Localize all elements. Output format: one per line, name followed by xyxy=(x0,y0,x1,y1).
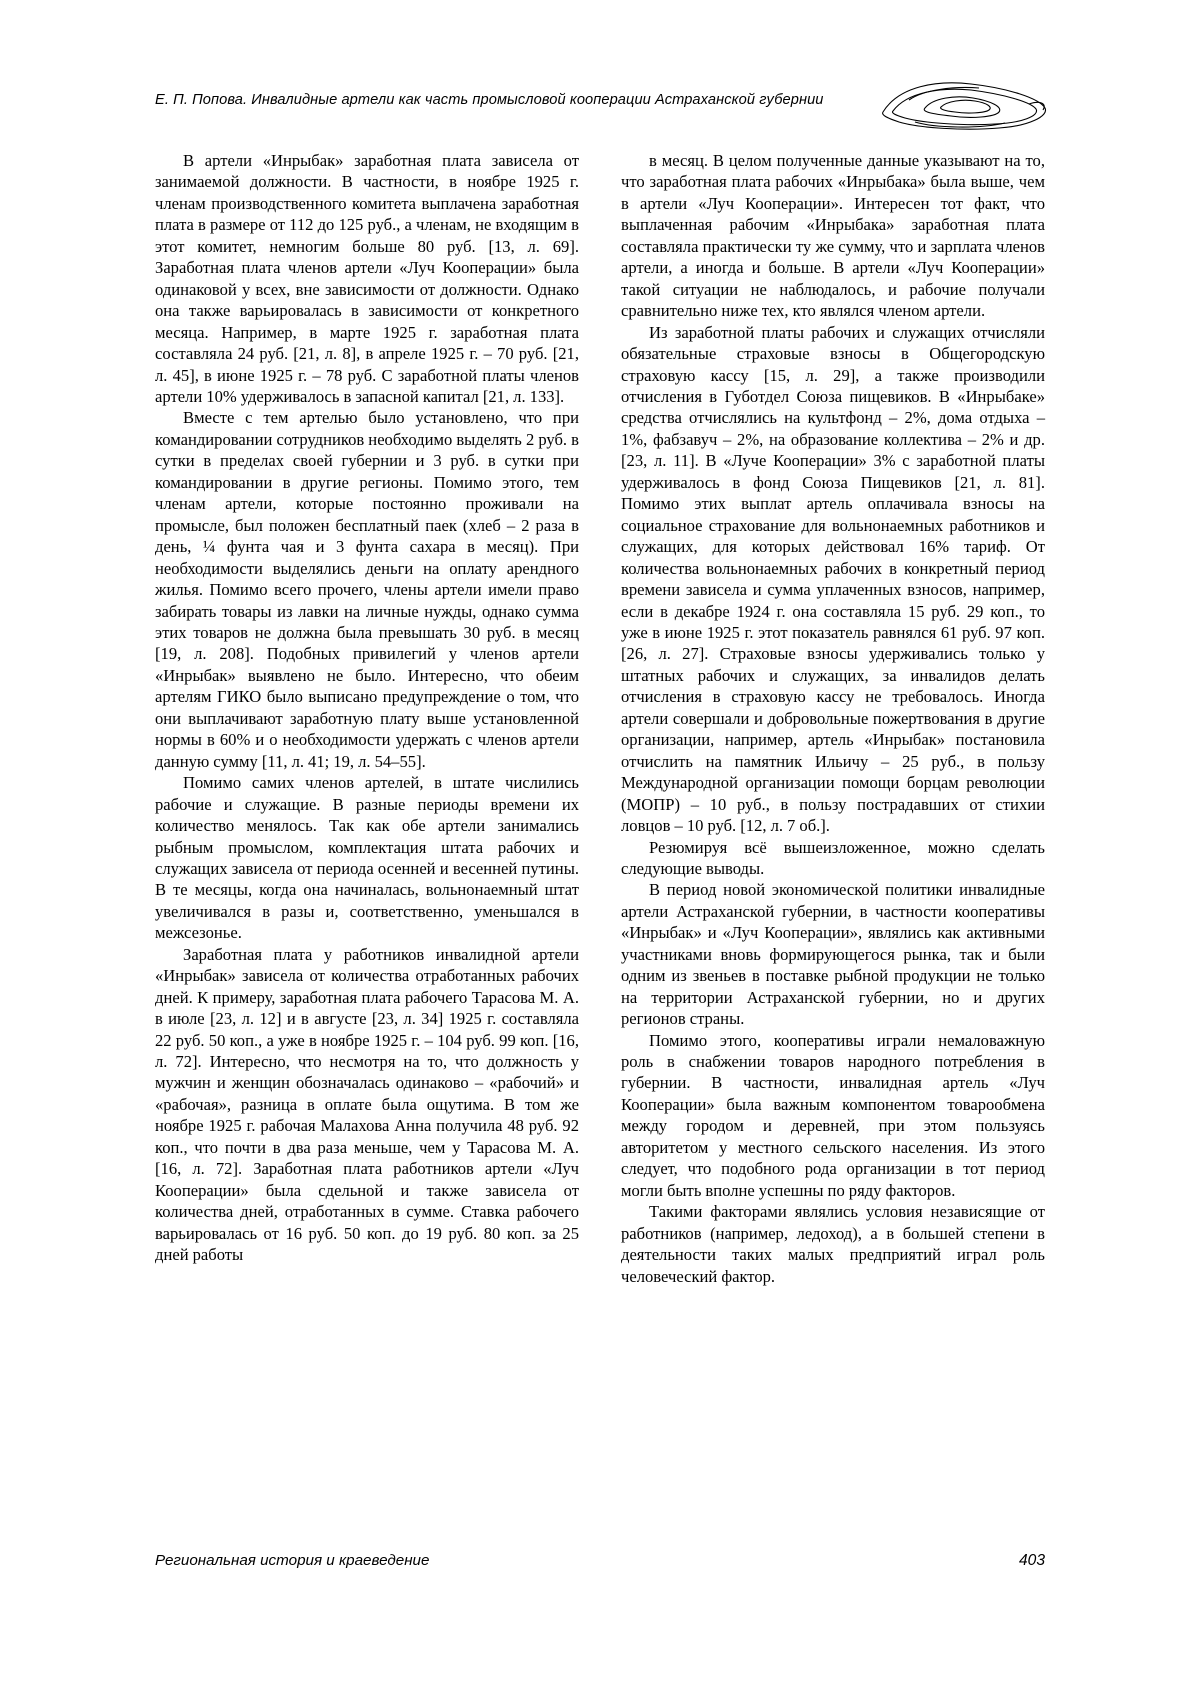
article-body xyxy=(155,150,1045,1287)
footer-section-title: Региональная история и краеведение xyxy=(155,1552,430,1569)
left-column xyxy=(155,150,579,1287)
paragraph: Заработная плата у работников инвалидной артели «Инрыбак» зависела от количества отработанных рабочих дней. К примеру, заработная плата рабочего Тарасова М. А. в июле [23, л. 12] и в августе [23, л. 34] 1925 г. составляла 22 руб. 50 коп., а уже в ноябре 1925 г. – 104 руб. 99 коп. [16, л. 72]. Интересно, что несмотря на то, что должность у мужчин и женщин обозначалась одинаково – «рабочий» и «рабочая», разница в оплате была ощутима. В том же ноябре 1925 г. рабочая Малахова Анна получила 48 руб. 92 коп., что почти в два раза меньше, чем у Тарасова М. А. [16, л. 72]. Заработная плата работников артели «Луч Кооперации» была сдельной и также зависела от количества дней, отработанных в сумме. Ставка рабочего варьировалась от 16 руб. 50 коп. до 19 руб. 80 коп. за 25 дней работы xyxy=(155,944,579,1265)
paragraph: Такими факторами являлись условия независящие от работников (например, ледоход), а в большей степени в деятельности таких малых предприятий играл роль человеческий фактор. xyxy=(621,1202,1045,1286)
paragraph: Вместе с тем артелью было установлено, что при командировании сотрудников необходимо выделять 2 руб. в сутки в пределах своей губернии и 3 руб. в сутки при командировании в другие регионы. Помимо этого, тем членам артели, которые постоянно проживали на промысле, был положен бесплатный паек (хлеб – 2 раза в день, ¼ фунта чая и 3 фунта сахара в месяц). При необходимости выделялись деньги на оплату арендного жилья. Помимо всего прочего, члены артели имели право забирать товары из лавки на личные нужды, однако сумма этих товаров не должна была превышать 30 руб. в месяц [19, л. 208]. Подобных привилегий у членов артели «Инрыбак» выявлено не было. Интересно, что обеим артелям ГИКО было выписано предупреждение о том, что они выплачивают заработную плату выше установленной нормы в 60% и о необходимости удержать с членов артели данную сумму [11, л. 41; 19, л. 54–55]. xyxy=(155,408,579,771)
running-head-text: Е. П. Попова. Инвалидные артели как часть промысловой кооперации Астраханской губернии xyxy=(155,92,824,108)
running-head xyxy=(155,92,1045,139)
page-footer xyxy=(155,1552,1045,1570)
paragraph: Помимо самих членов артелей, в штате числились рабочие и служащие. В разные периоды времени их количество менялось. Так как обе артели занимались рыбным промыслом, комплектация штата рабочих и служащих зависела от периода осенней и весенней путины. В те месяцы, когда она начиналась, вольнонаемный штат увеличивался в разы и, соответственно, уменьшался в межсезонье. xyxy=(155,773,579,943)
paragraph: Резюмируя всё вышеизложенное, можно сделать следующие выводы. xyxy=(621,837,1045,878)
paragraph: Из заработной платы рабочих и служащих отчисляли обязательные страховые взносы в Общегородскую страховую кассу [15, л. 29], а также производили отчисления в Губотдел Союза пищевиков. В «Инрыбаке» средства отчислялись на культфонд – 2%, дома отдыха – 1%, фабзавуч – 2%, на образование коллектива – 2% и др. [23, л. 11]. В «Луче Кооперации» 3% с заработной платы удерживалось в фонд Союза Пищевиков [21, л. 81]. Помимо этих выплат артель оплачивала взносы на социальное страхование для вольнонаемных работников и служащих, для которых действовал 16% тариф. От количества вольнонаемных рабочих в конкретный период времени зависела и сумма уплаченных взносов, например, если в декабре 1924 г. она составляла 15 руб. 29 коп., то уже в июне 1925 г. этот показатель равнялся 61 руб. 97 коп. [26, л. 27]. Страховые взносы удерживались только у штатных рабочих и служащих, за инвалидов делать отчисления в страховую кассу не требовалось. Иногда артели совершали и добровольные пожертвования в другие организации, например, артель «Инрыбак» постановила отчислить на памятник Ильичу – 25 руб., в пользу Международной организации помощи борцам революции (МОПР) – 10 руб., в пользу пострадавших от стихии ловцов – 10 руб. [12, л. 7 об.]. xyxy=(621,322,1045,836)
paragraph: В период новой экономической политики инвалидные артели Астраханской губернии, в частности кооперативы «Инрыбак» и «Луч Кооперации», являлись как активными участниками вновь формирующегося рынка, так и были одним из звеньев в поставке рыбной продукции не только на территории Астраханской губернии, но и других регионов страны. xyxy=(621,880,1045,1029)
paragraph: Помимо этого, кооперативы играли немаловажную роль в снабжении товаров народного потребления в губернии. В частности, инвалидная артель «Луч Кооперации» была важным компонентом товарообмена между городом и деревней, при этом пользуясь авторитетом у местного сельского населения. Из этого следует, что подобного рода организации в тот период могли быть вполне успешны по ряду факторов. xyxy=(621,1030,1045,1200)
paragraph: в месяц. В целом полученные данные указывают на то, что заработная плата рабочих «Инрыбака» была выше, чем в артели «Луч Кооперации». Интересен тот факт, что выплаченная рабочим «Инрыбака» заработная плата составляла практически ту же сумму, что и зарплата членов артели, а иногда и больше. В артели «Луч Кооперации» такой ситуации не наблюдалось, и рабочие получали сравнительно ниже тех, кто являлся членом артели. xyxy=(621,151,1045,321)
paragraph: В артели «Инрыбак» заработная плата зависела от занимаемой должности. В частности, в ноябре 1925 г. членам производственного комитета выплачена заработная плата в размере от 112 до 125 руб., а членам, не входящим в этот комитет, немногим больше 80 руб. [13, л. 69]. Заработная плата членов артели «Луч Кооперации» была одинаковой у всех, вне зависимости от должности. Однако она также варьировалась в зависимости от конкретного месяца. Например, в марте 1925 г. заработная плата составляла 24 руб. [21, л. 8], в апреле 1925 г. – 70 руб. [21, л. 45], в июне 1925 г. – 78 руб. С заработной платы членов артели 10% удерживалось в запасной капитал [21, л. 133]. xyxy=(155,151,579,406)
decorative-flourish-icon xyxy=(879,78,1049,139)
right-column xyxy=(621,150,1045,1287)
page-number: 403 xyxy=(1018,1552,1045,1569)
